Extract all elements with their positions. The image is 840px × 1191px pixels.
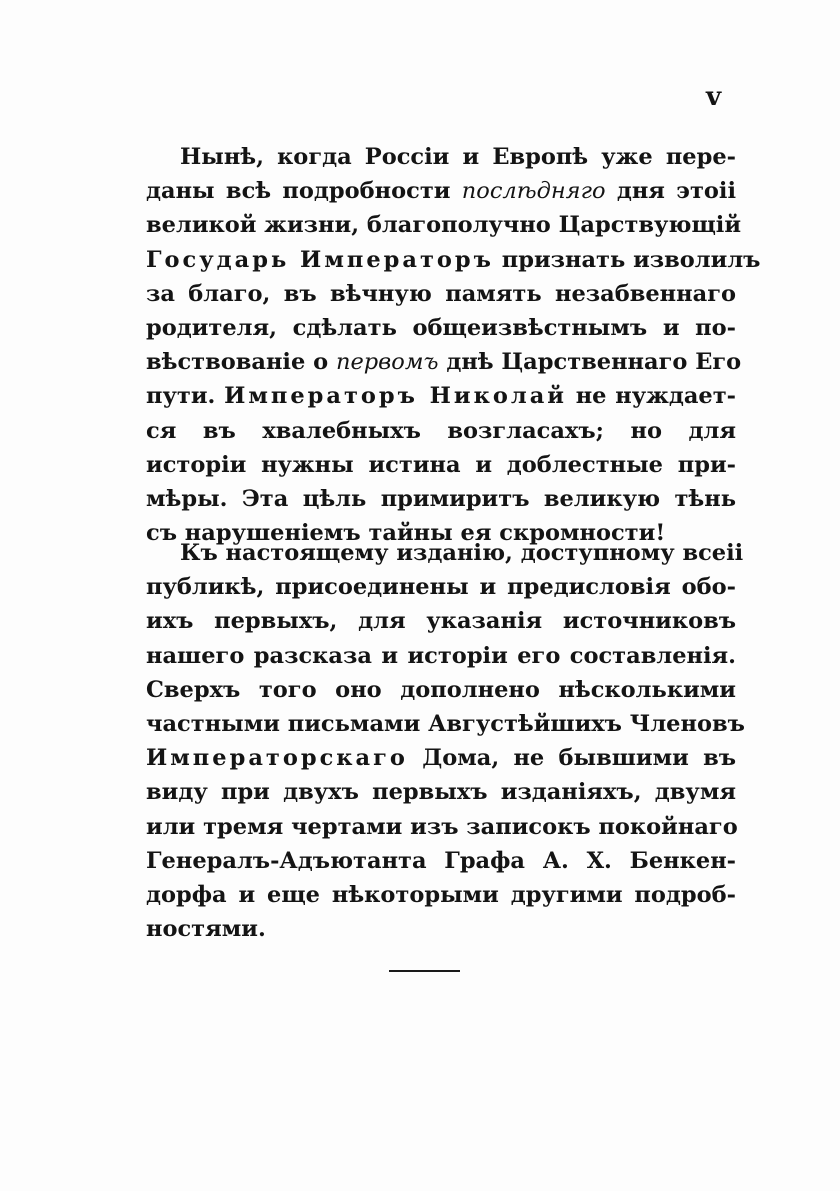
- text-line: [146, 604, 736, 638]
- spaced-text: Императоръ Николай: [224, 383, 567, 410]
- text-segment: дорфа и еще нѣкоторыми другими подроб-: [146, 882, 736, 909]
- text-segment: Генералъ-Адъютанта Графа А. Х. Бенкен-: [146, 847, 736, 874]
- text-segment: великой жизни, благополучно Царствующій: [146, 212, 742, 239]
- italic-text: первомъ: [335, 349, 439, 376]
- text-line: [146, 208, 742, 242]
- text-line: [146, 536, 744, 570]
- text-line: [146, 379, 736, 413]
- text-segment: ся въ хвалебныхъ возгласахъ; но для: [146, 417, 736, 444]
- text-line: [146, 174, 736, 208]
- text-segment: или тремя чертами изъ записокъ покойнаго: [146, 813, 738, 840]
- text-segment: пути.: [146, 383, 225, 410]
- text-segment: днѣ Царственнаго Его: [438, 349, 742, 376]
- text-line: [146, 775, 736, 809]
- text-line: [146, 810, 736, 844]
- text-segment: нашего разсказа и исторіи его составленія.: [146, 642, 736, 669]
- text-segment: даны всѣ подробности: [146, 178, 462, 205]
- italic-text: послѣдняго: [461, 178, 606, 205]
- text-segment: исторіи нужны истина и доблестные при-: [146, 451, 736, 478]
- text-segment: публикѣ, присоединены и предисловія обо-: [146, 574, 736, 601]
- text-segment: дня этоіі: [605, 178, 736, 205]
- text-segment: виду при двухъ первыхъ изданіяхъ, двумя: [146, 779, 736, 806]
- text-line: [146, 311, 736, 345]
- paragraph-1: [146, 140, 761, 550]
- text-segment: родителя, сдѣлать общеизвѣстнымъ и по-: [146, 315, 736, 342]
- text-segment: Сверхъ того оно дополнено нѣсколькими: [146, 676, 736, 703]
- text-segment: ностями.: [146, 916, 266, 943]
- text-segment: ихъ первыхъ, для указанія источниковъ: [146, 608, 736, 635]
- text-segment: вѣствованіе о: [146, 349, 336, 376]
- text-line: [146, 243, 761, 277]
- section-divider: [389, 970, 460, 972]
- text-line: [146, 414, 736, 448]
- text-segment: за благо, въ вѣчную память незабвеннаго: [146, 280, 736, 307]
- page-number: v: [706, 82, 722, 112]
- text-line: [146, 912, 736, 946]
- text-line: [146, 448, 736, 482]
- text-line: [146, 878, 736, 912]
- text-line: [146, 277, 736, 311]
- text-segment: съ нарушеніемъ тайны ея скромности!: [146, 520, 666, 547]
- text-segment: мѣры. Эта цѣль примиритъ великую тѣнь: [146, 486, 736, 513]
- paragraph-2: [146, 536, 745, 946]
- text-line: [146, 482, 736, 516]
- text-line: [146, 707, 745, 741]
- text-segment: Къ настоящему изданію, доступному всеіі: [180, 540, 744, 566]
- text-line: [146, 741, 736, 775]
- text-segment: Нынѣ, когда Россіи и Европѣ уже пере-: [180, 144, 736, 170]
- text-line: [146, 844, 736, 878]
- text-line: [146, 345, 742, 379]
- text-segment: признать изволилъ: [493, 246, 761, 273]
- spaced-text: Государь Императоръ: [146, 246, 494, 273]
- text-line: [146, 570, 736, 604]
- text-segment: частными письмами Августѣйшихъ Членовъ: [146, 711, 745, 738]
- text-line: [146, 639, 736, 673]
- text-segment: Дома, не бывшими въ: [407, 745, 736, 772]
- text-segment: не нуждает-: [566, 383, 736, 410]
- spaced-text: Императорскаго: [146, 745, 408, 772]
- text-line: [146, 673, 736, 707]
- text-line: [146, 140, 736, 174]
